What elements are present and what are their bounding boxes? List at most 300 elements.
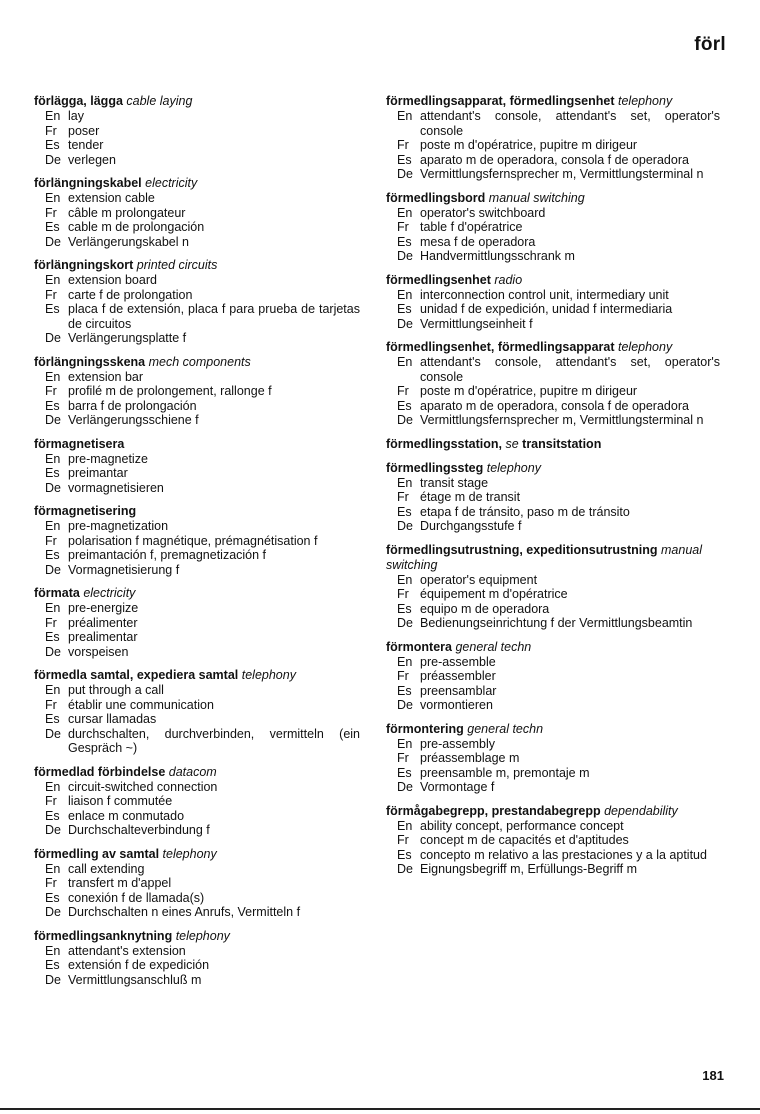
headword: förmedlingsenhet [386, 272, 491, 287]
translation-row [34, 288, 360, 303]
translation-text: Vermittlungseinheit f [420, 316, 533, 331]
entry-headword-line [34, 586, 360, 601]
translation-row [386, 669, 720, 684]
translation-row [386, 587, 720, 602]
translation-row [34, 191, 360, 206]
translation-text: Bedienungseinrichtung f der Vermittlungsbeamtin [420, 616, 693, 630]
subject-domain: electricity [83, 586, 136, 600]
translation-text: extension board [68, 273, 157, 287]
translation-row [34, 958, 360, 973]
translation-text: Handvermittlungsschrank m [420, 249, 575, 263]
translation-text: extension cable [68, 191, 155, 205]
translation-row [34, 712, 360, 727]
translation-row [386, 698, 720, 713]
language-code: De [397, 862, 413, 876]
translation-row [386, 862, 720, 877]
language-code: De [45, 972, 61, 987]
translation-text: préassembler [420, 669, 496, 683]
headword: förlängningskabel [34, 176, 142, 190]
translation-row [386, 819, 720, 834]
language-code: De [45, 331, 61, 345]
translation-row [34, 862, 360, 877]
subject-domain: telephony [175, 928, 230, 943]
language-code: Fr [397, 490, 409, 504]
headword: förlängningsskena [34, 354, 146, 369]
language-code: En [45, 191, 61, 205]
subject-domain: electricity [145, 176, 198, 190]
dictionary-entry [34, 668, 360, 756]
entry-headword-line [386, 340, 720, 355]
translation-row [386, 573, 720, 588]
language-code: Es [397, 234, 412, 249]
language-code: De [45, 905, 61, 919]
translation-row [386, 848, 720, 863]
language-code: De [397, 698, 413, 712]
entry-headword-line [34, 847, 360, 862]
translation-text: circuit-switched connection [68, 779, 218, 794]
translation-text: cursar llamadas [68, 712, 157, 726]
language-code: En [397, 205, 413, 220]
language-code: En [397, 654, 413, 669]
entry-headword-line [386, 273, 720, 288]
language-code: En [397, 475, 413, 490]
translation-text: tender [68, 138, 104, 152]
translation-row [386, 602, 720, 617]
translation-row [34, 616, 360, 631]
language-code: De [397, 249, 413, 263]
translation-row [34, 823, 360, 838]
language-code: De [45, 562, 61, 577]
language-code: Es [45, 890, 60, 905]
translation-row [34, 905, 360, 920]
translation-text: operator's equipment [420, 572, 538, 587]
language-code: Es [397, 398, 412, 413]
language-code: Fr [397, 220, 409, 234]
dictionary-entry [34, 258, 360, 346]
translation-text: Vermittlungsfernsprecher m, Vermittlungsterminal n [420, 167, 704, 181]
translation-text: pre-energize [68, 601, 139, 615]
translation-text: vormontieren [420, 698, 493, 712]
translation-row [386, 249, 720, 264]
dictionary-entry [34, 929, 360, 988]
translation-row [34, 370, 360, 385]
translation-text: concepto m relativo a las prestaciones y a la aptitud [420, 847, 707, 862]
translation-text: attendant's console, attendant's set, operator's console [420, 355, 720, 384]
language-code: Es [45, 958, 60, 972]
language-code: Es [397, 152, 412, 167]
language-code: En [45, 601, 61, 615]
headword: förmagnetisering [34, 504, 137, 518]
subject-domain: telephony [618, 340, 673, 354]
language-code: Es [45, 220, 60, 234]
entry-headword-line [386, 94, 720, 109]
entry-headword-line [386, 191, 720, 206]
translation-row [386, 780, 720, 795]
translation-text: unidad f de expedición, unidad f intermediaria [420, 302, 673, 316]
translation-row [386, 206, 720, 221]
language-code: De [45, 234, 61, 249]
dictionary-entry [386, 804, 720, 877]
translation-row [34, 548, 360, 563]
language-code: Fr [45, 615, 57, 630]
translation-row [386, 235, 720, 250]
language-code: Es [45, 630, 60, 644]
translation-text: operator's switchboard [420, 205, 546, 220]
translation-row [386, 833, 720, 848]
translation-text: Verlängerungsplatte f [68, 331, 187, 345]
translation-row [34, 727, 360, 756]
translation-row [386, 220, 720, 235]
translation-row [34, 124, 360, 139]
entry-headword-line [386, 722, 720, 737]
headword: förmedlingsanknytning [34, 928, 173, 943]
language-code: Fr [45, 876, 57, 890]
translation-text: conexión f de llamada(s) [68, 890, 205, 905]
headword: förmågabegrepp, prestandabegrepp [386, 803, 601, 818]
translation-row [34, 698, 360, 713]
dictionary-entry [34, 176, 360, 249]
entry-headword-line [386, 640, 720, 655]
translation-row [34, 973, 360, 988]
entry-headword-line [34, 355, 360, 370]
translation-text: prealimentar [68, 630, 138, 644]
language-code: De [397, 413, 413, 427]
translation-text: Vormontage f [420, 780, 495, 794]
translation-text: verlegen [68, 152, 116, 167]
language-code: Fr [45, 205, 57, 220]
headword: förmontering [386, 721, 464, 736]
translation-text: extension bar [68, 369, 144, 384]
translation-text: call extending [68, 861, 145, 876]
subject-domain: datacom [168, 764, 217, 779]
language-code: Es [397, 847, 412, 862]
language-code: En [45, 861, 61, 876]
translation-text: interconnection control unit, intermediary unit [420, 287, 669, 302]
translation-text: vorspeisen [68, 644, 129, 659]
translation-text: Durchschalten n eines Anrufs, Vermitteln f [68, 905, 301, 919]
translation-text: etapa f de tránsito, paso m de tránsito [420, 504, 630, 519]
translation-row [34, 273, 360, 288]
translation-row [34, 563, 360, 578]
translation-row [34, 944, 360, 959]
subject-domain: general techn [455, 639, 532, 654]
translation-text: lay [68, 109, 84, 123]
translation-row [34, 683, 360, 698]
language-code: En [397, 287, 413, 302]
entry-headword-line [386, 461, 720, 476]
translation-row [34, 384, 360, 399]
headword: förmedla samtal, expediera samtal [34, 668, 239, 682]
translation-row [34, 481, 360, 496]
translation-text: attendant's extension [68, 943, 186, 958]
dictionary-entry [34, 94, 360, 167]
translation-row [34, 153, 360, 168]
language-code: De [45, 413, 61, 427]
translation-row [34, 780, 360, 795]
translation-row [386, 302, 720, 317]
language-code: En [45, 519, 61, 533]
language-code: Fr [45, 794, 57, 808]
language-code: Fr [397, 384, 409, 398]
translation-row [386, 616, 720, 631]
language-code: Es [45, 466, 60, 480]
headword: förlängningskort [34, 258, 134, 272]
language-code: En [45, 779, 61, 794]
translation-text: poste m d'opératrice, pupitre m dirigeur [420, 138, 638, 152]
entry-headword-line [34, 504, 360, 519]
translation-text: ability concept, performance concept [420, 818, 624, 833]
language-code: En [397, 109, 413, 123]
entry-headword-line [34, 765, 360, 780]
headword: förmedlingsstation, [386, 436, 502, 451]
entry-headword-line [34, 929, 360, 944]
language-code: En [397, 572, 413, 587]
dictionary-entry [386, 461, 720, 534]
language-code: Es [45, 712, 60, 726]
headword: förlägga, lägga [34, 94, 123, 108]
translation-row [386, 317, 720, 332]
running-head: förl [694, 34, 726, 55]
language-code: En [397, 818, 413, 833]
translation-text: préalimenter [68, 615, 138, 630]
language-code: En [45, 109, 61, 123]
translation-row [386, 167, 720, 182]
dictionary-entry [386, 94, 720, 182]
translation-row [34, 220, 360, 235]
translation-text: pre-assemble [420, 654, 496, 669]
headword: förmedlingsbord [386, 190, 486, 205]
language-code: Fr [45, 384, 57, 398]
translation-row [386, 355, 720, 384]
translation-text: transfert m d'appel [68, 876, 172, 890]
translation-text: pre-magnetization [68, 519, 169, 533]
translation-text: aparato m de operadora, consola f de operadora [420, 398, 689, 413]
page-number: 181 [702, 1068, 724, 1083]
translation-text: put through a call [68, 683, 164, 697]
language-code: Es [397, 683, 412, 698]
subject-domain: cable laying [126, 94, 193, 108]
dictionary-column-right [386, 94, 720, 886]
translation-row [34, 601, 360, 616]
dictionary-entry [34, 504, 360, 577]
entry-headword-line [386, 543, 720, 573]
translation-row [34, 630, 360, 645]
translation-text: Durchschalteverbindung f [68, 823, 210, 837]
dictionary-entry [34, 847, 360, 920]
translation-text: attendant's console, attendant's set, operator's console [420, 109, 720, 138]
headword: förmedlad förbindelse [34, 764, 166, 779]
translation-text: pre-magnetize [68, 451, 148, 466]
translation-text: carte f de prolongation [68, 287, 193, 302]
translation-row [34, 876, 360, 891]
translation-row [34, 399, 360, 414]
translation-text: preimantación f, premagnetización f [68, 548, 267, 562]
translation-row [386, 288, 720, 303]
subject-domain: radio [494, 272, 523, 287]
language-code: Fr [397, 833, 409, 847]
dictionary-entry [34, 437, 360, 496]
translation-text: préassemblage m [420, 751, 520, 765]
translation-text: Verlängerungskabel n [68, 234, 189, 249]
translation-row [386, 476, 720, 491]
translation-text: table f d'opératrice [420, 220, 523, 234]
translation-row [34, 413, 360, 428]
translation-row [386, 490, 720, 505]
subject-domain: manual switching [386, 542, 703, 572]
dictionary-entry [386, 640, 720, 713]
entry-headword-line [386, 804, 720, 819]
entry-headword-line [386, 437, 720, 452]
translation-row [34, 331, 360, 346]
translation-text: pre-assembly [420, 736, 496, 751]
page-bottom-rule [0, 1108, 760, 1110]
headword: förmedlingsenhet, förmedlingsapparat [386, 340, 615, 354]
translation-text: barra f de prolongación [68, 398, 197, 413]
headword: förmedlingsapparat, förmedlingsenhet [386, 94, 615, 108]
dictionary-entry [386, 191, 720, 264]
dictionary-entry [386, 273, 720, 332]
subject-domain: telephony [486, 460, 541, 475]
translation-row [386, 519, 720, 534]
dictionary-entry [34, 586, 360, 659]
subject-domain: mech components [148, 354, 251, 369]
subject-domain: general techn [467, 721, 544, 736]
translation-row [386, 109, 720, 138]
dictionary-entry [386, 722, 720, 795]
entry-headword-line [34, 258, 360, 273]
translation-text: équipement m d'opératrice [420, 587, 568, 601]
language-code: En [45, 451, 61, 466]
translation-row [386, 737, 720, 752]
language-code: Es [397, 504, 412, 519]
language-code: En [45, 683, 61, 697]
subject-domain: telephony [162, 846, 217, 861]
translation-text: polarisation f magnétique, prémagnétisation f [68, 533, 318, 548]
translation-row [386, 153, 720, 168]
dictionary-entry [386, 437, 720, 452]
language-code: En [45, 943, 61, 958]
language-code: En [397, 355, 413, 369]
translation-row [34, 809, 360, 824]
translation-text: Vermittlungsfernsprecher m, Vermittlungsterminal n [420, 413, 704, 427]
translation-row [34, 534, 360, 549]
translation-row [34, 452, 360, 467]
translation-row [34, 794, 360, 809]
language-code: Es [397, 765, 412, 780]
translation-text: établir une communication [68, 697, 214, 712]
subject-domain: manual switching [488, 190, 585, 205]
translation-text: placa f de extensión, placa f para prueba de tarjetas de circuitos [68, 302, 360, 331]
language-code: Fr [397, 669, 409, 683]
translation-text: durchschalten, durchverbinden, vermitteln (ein Gespräch ~) [68, 726, 360, 755]
translation-row [34, 466, 360, 481]
translation-row [34, 645, 360, 660]
translation-row [34, 235, 360, 250]
language-code: Fr [45, 123, 57, 138]
translation-text: concept m de capacités et d'aptitudes [420, 833, 629, 847]
dictionary-entry [386, 543, 720, 631]
translation-text: preensamble m, premontaje m [420, 765, 590, 780]
subject-domain: printed circuits [136, 258, 218, 272]
translation-text: profilé m de prolongement, rallonge f [68, 384, 272, 398]
subject-domain: telephony [618, 94, 673, 108]
translation-text: câble m prolongateur [68, 205, 186, 220]
language-code: De [397, 616, 413, 630]
translation-row [386, 655, 720, 670]
translation-row [34, 519, 360, 534]
translation-text: Eignungsbegriff m, Erfüllungs-Begriff m [420, 862, 638, 876]
language-code: Es [45, 548, 60, 562]
translation-text: preimantar [68, 466, 128, 480]
language-code: Es [45, 302, 60, 316]
dictionary-entry [34, 355, 360, 428]
translation-row [34, 138, 360, 153]
language-code: Es [397, 302, 412, 316]
translation-text: transit stage [420, 475, 489, 490]
language-code: Es [45, 398, 60, 413]
language-code: De [397, 780, 413, 794]
translation-text: poste m d'opératrice, pupitre m dirigeur [420, 384, 638, 398]
translation-row [34, 891, 360, 906]
translation-text: Vermittlungsanschluß m [68, 972, 202, 987]
translation-text: extensión f de expedición [68, 958, 210, 972]
translation-row [386, 384, 720, 399]
language-code: En [45, 369, 61, 384]
entry-headword-line [34, 176, 360, 191]
cross-reference-word: se [505, 436, 519, 451]
language-code: De [45, 726, 61, 741]
translation-row [386, 399, 720, 414]
language-code: Es [45, 808, 60, 823]
translation-text: vormagnetisieren [68, 480, 164, 495]
translation-text: aparato m de operadora, consola f de operadora [420, 152, 689, 167]
language-code: De [397, 316, 413, 331]
translation-row [386, 766, 720, 781]
headword: förmedling av samtal [34, 846, 160, 861]
translation-text: cable m de prolongación [68, 220, 205, 234]
entry-headword-line [34, 94, 360, 109]
translation-text: étage m de transit [420, 490, 521, 504]
translation-text: preensamblar [420, 683, 497, 698]
language-code: De [45, 644, 61, 659]
language-code: De [45, 152, 61, 167]
language-code: Fr [397, 587, 409, 601]
entry-headword-line [34, 437, 360, 452]
language-code: Fr [45, 533, 57, 548]
translation-text: Durchgangsstufe f [420, 519, 522, 533]
translation-row [386, 505, 720, 520]
dictionary-entry [386, 340, 720, 428]
headword: förmata [34, 586, 80, 600]
language-code: Fr [45, 287, 57, 302]
translation-text: Vormagnetisierung f [68, 562, 180, 577]
subject-domain: telephony [241, 668, 296, 682]
translation-row [386, 413, 720, 428]
language-code: De [45, 823, 61, 837]
translation-text: liaison f commutée [68, 794, 173, 808]
translation-row [34, 302, 360, 331]
language-code: Fr [45, 697, 57, 712]
translation-text: poser [68, 123, 100, 138]
language-code: En [397, 736, 413, 751]
headword: förmontera [386, 639, 452, 654]
translation-text: mesa f de operadora [420, 234, 536, 249]
translation-row [34, 206, 360, 221]
headword: förmedlingsutrustning, expeditionsutrustning [386, 542, 658, 557]
language-code: Fr [397, 751, 409, 765]
entry-headword-line [34, 668, 360, 683]
subject-domain: dependability [604, 803, 678, 818]
